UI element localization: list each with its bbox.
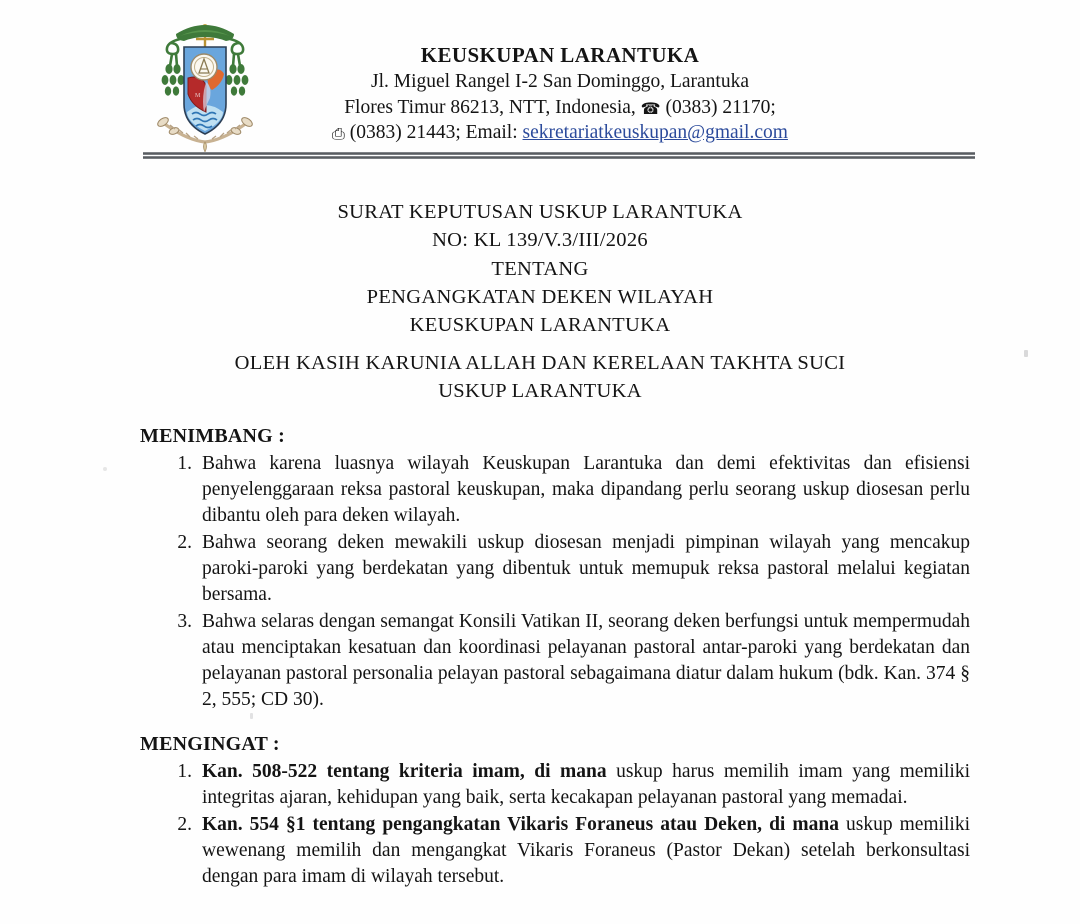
mengingat-clause-list [140,759,970,890]
phone-number: (0383) 21170; [665,96,776,118]
letterhead [0,0,1080,152]
title-line-4: PENGANGKATAN DEKEN WILAYAH [366,285,714,308]
address-region: Flores Timur 86213, NTT, Indonesia, [344,96,636,118]
section-heading-mengingat: MENGINGAT : [140,733,280,755]
email-link[interactable]: sekretariatkeuskupan@gmail.com [522,121,788,143]
decree-number: NO: KL 139/V.3/III/2026 [432,229,648,252]
list-item [140,609,970,713]
list-item [140,451,970,529]
section-heading-menimbang: MENIMBANG : [140,425,285,447]
fax-icon: ⎙ [332,123,345,143]
section-menimbang [140,425,970,714]
clause-rest: uskup memiliki wewenang memilih dan mengangkat Vikaris Foraneus (Pastor Dekan) setelah berkonsultasi dengan para imam di wilayah tersebut. [202,814,971,888]
clause-text [202,814,970,887]
document-subtitle-block [0,350,1080,405]
address-line-2 [280,95,840,120]
coat-of-arms-icon [146,12,264,154]
organization-address-block [280,42,840,145]
document-title-block [0,198,1080,339]
list-item [140,759,970,811]
clause-bold-lead: Kan. 508-522 tentang kriteria imam, di mana [202,761,607,782]
list-marker: 1. [177,761,192,782]
svg-text:M: M [195,93,201,99]
clause-text: Bahwa seorang deken mewakili uskup diosesan menjadi pimpinan wilayah yang mencakup paroki-paroki yang berdekatan yang dibentuk untuk memupuk reksa pastoral melalui kegiatan bersama. [202,532,970,606]
list-marker: 3. [177,611,192,633]
clause-rest: uskup harus memilih imam yang memiliki integritas ajaran, kehidupan yang baik, serta kecakapan pelayanan pastoral yang memadai. [202,761,970,809]
list-marker: 2. [177,532,192,554]
title-line-3: TENTANG [491,257,589,280]
subtitle-line-1: OLEH KASIH KARUNIA ALLAH DAN KERELAAN TAKHTA SUCI [234,352,846,374]
header-divider-rule [143,152,975,159]
menimbang-clause-list [140,451,970,713]
address-line-3 [280,120,840,145]
telephone-icon: ☎ [640,98,661,118]
list-item [140,530,970,608]
fax-number: (0383) 21443; Email: [349,121,518,143]
title-line-1: SURAT KEPUTUSAN USKUP LARANTUKA [337,201,743,223]
section-mengingat [140,733,970,891]
clause-text: Bahwa selaras dengan semangat Konsili Vatikan II, seorang deken berfungsi untuk mempermudah atau menciptakan kesatuan dan koordinasi pelayanan pastoral antar-paroki yang berdekatan dan pelayanan pastoral personalia pelayan pastoral sebagaimana diatur dalam hukum (bdk. Kan. 374 § 2, 555; CD 30). [202,611,970,711]
list-marker: 1. [177,453,192,474]
organization-name: KEUSKUPAN LARANTUKA [420,43,700,67]
scan-artifact-speck [103,467,107,471]
clause-text [202,761,970,808]
list-marker: 2. [177,814,192,836]
clause-text: Bahwa karena luasnya wilayah Keuskupan Larantuka dan demi efektivitas dan efisiensi penyelenggaraan reksa pastoral keuskupan, maka dipandang perlu seorang uskup diosesan perlu dibantu oleh para deken wilayah. [202,453,970,527]
clause-bold-lead: Kan. 554 §1 tentang pengangkatan Vikaris Foraneus atau Deken, di mana [202,814,839,836]
address-line-1: Jl. Miguel Rangel I-2 San Dominggo, Larantuka [370,71,749,93]
subtitle-line-2: USKUP LARANTUKA [438,379,642,402]
list-item [140,812,970,890]
title-line-5: KEUSKUPAN LARANTUKA [409,314,671,337]
